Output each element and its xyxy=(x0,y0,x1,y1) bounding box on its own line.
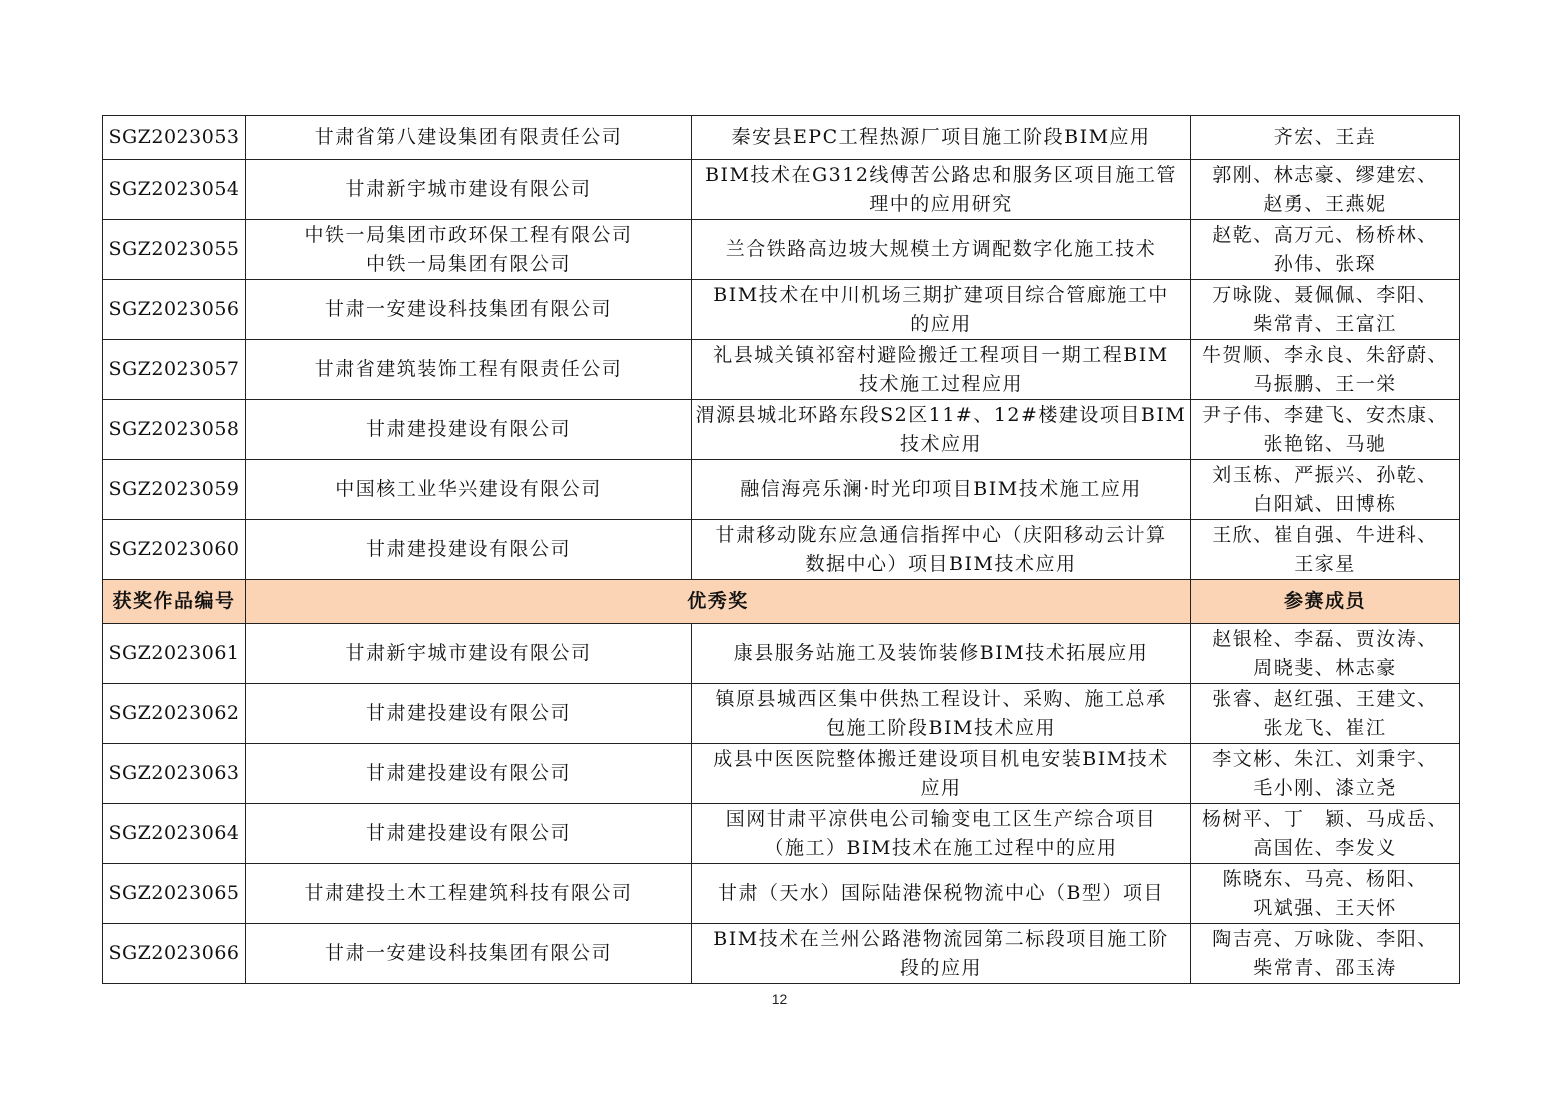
award-id-cell: SGZ2023063 xyxy=(103,744,246,804)
members-line: 白阳斌、田博栋 xyxy=(1253,492,1397,515)
members-cell xyxy=(1191,280,1460,340)
table-row xyxy=(103,864,1460,924)
award-id-cell: SGZ2023056 xyxy=(103,280,246,340)
company-cell xyxy=(246,520,692,580)
company-line: 甘肃建投建设有限公司 xyxy=(365,762,571,784)
table-row xyxy=(103,400,1460,460)
project-cell xyxy=(692,400,1191,460)
table-row xyxy=(103,280,1460,340)
project-cell xyxy=(692,924,1191,984)
project-line: 镇原县城西区集中供热工程设计、采购、施工总承 xyxy=(715,687,1167,710)
project-line: BIM技术在中川机场三期扩建项目综合管廊施工中 xyxy=(713,283,1169,306)
table-row xyxy=(103,804,1460,864)
members-line: 杨树平、丁 颖、马成岳、 xyxy=(1201,807,1448,830)
project-line: 融信海亮乐澜·时光印项目BIM技术施工应用 xyxy=(740,478,1142,500)
award-id-cell: SGZ2023054 xyxy=(103,160,246,220)
company-line: 甘肃建投建设有限公司 xyxy=(365,702,571,724)
project-cell xyxy=(692,340,1191,400)
company-cell xyxy=(246,280,692,340)
project-line: 理中的应用研究 xyxy=(869,192,1013,215)
project-cell xyxy=(692,280,1191,340)
table-row xyxy=(103,160,1460,220)
project-cell xyxy=(692,460,1191,520)
award-id-cell: SGZ2023065 xyxy=(103,864,246,924)
company-cell xyxy=(246,220,692,280)
project-line: 渭源县城北环路东段S2区11#、12#楼建设项目BIM xyxy=(695,403,1187,426)
company-cell xyxy=(246,864,692,924)
award-id-cell: SGZ2023053 xyxy=(103,116,246,160)
project-line: 礼县城关镇祁窑村避险搬迁工程项目一期工程BIM xyxy=(713,343,1169,366)
members-cell xyxy=(1191,460,1460,520)
table-row xyxy=(103,684,1460,744)
company-cell xyxy=(246,400,692,460)
members-line: 尹子伟、李建飞、安杰康、 xyxy=(1201,403,1448,426)
company-line: 中铁一局集团有限公司 xyxy=(365,252,571,275)
members-cell xyxy=(1191,400,1460,460)
project-line: 成县中医医院整体搬迁建设项目机电安装BIM技术 xyxy=(713,747,1169,770)
members-line: 马振鹏、王一栄 xyxy=(1253,372,1397,395)
members-line: 孙伟、张琛 xyxy=(1273,252,1377,275)
members-cell xyxy=(1191,116,1460,160)
members-line: 柴常青、邵玉涛 xyxy=(1253,956,1397,979)
company-line: 甘肃一安建设科技集团有限公司 xyxy=(324,298,612,320)
project-line: （施工）BIM技术在施工过程中的应用 xyxy=(764,836,1118,859)
project-cell xyxy=(692,744,1191,804)
company-cell xyxy=(246,160,692,220)
members-line: 高国佐、李发义 xyxy=(1253,836,1397,859)
members-line: 毛小刚、漆立尧 xyxy=(1253,776,1397,799)
company-line: 甘肃省建筑装饰工程有限责任公司 xyxy=(314,358,623,380)
members-line: 牛贺顺、李永良、朱舒蔚、 xyxy=(1201,343,1448,366)
company-cell xyxy=(246,684,692,744)
award-id-cell: SGZ2023055 xyxy=(103,220,246,280)
project-line: 段的应用 xyxy=(899,956,982,979)
members-line: 赵勇、王燕妮 xyxy=(1263,192,1387,215)
members-line: 柴常青、王富江 xyxy=(1253,312,1397,335)
members-line: 张睿、赵红强、王建文、 xyxy=(1212,687,1438,710)
company-line: 甘肃一安建设科技集团有限公司 xyxy=(324,942,612,964)
company-cell xyxy=(246,624,692,684)
section-header-row xyxy=(103,580,1460,624)
members-line: 赵银栓、李磊、贾汝涛、 xyxy=(1212,627,1438,650)
header-award-level: 优秀奖 xyxy=(246,580,1191,624)
project-line: 技术施工过程应用 xyxy=(858,372,1023,395)
members-cell xyxy=(1191,684,1460,744)
members-line: 陈晓东、马亮、杨阳、 xyxy=(1222,867,1428,890)
company-line: 甘肃新宇城市建设有限公司 xyxy=(345,178,592,200)
project-line: 国网甘肃平凉供电公司输变电工区生产综合项目 xyxy=(725,807,1157,830)
award-id-cell: SGZ2023060 xyxy=(103,520,246,580)
awards-table-bottom-section xyxy=(103,624,1460,984)
company-cell xyxy=(246,924,692,984)
members-line: 郭刚、林志豪、缪建宏、 xyxy=(1212,163,1438,186)
project-cell xyxy=(692,624,1191,684)
project-line: BIM技术在G312线傅苦公路忠和服务区项目施工管 xyxy=(705,163,1177,186)
company-cell xyxy=(246,340,692,400)
company-line: 中国核工业华兴建设有限公司 xyxy=(335,478,602,500)
members-line: 周晓斐、林志豪 xyxy=(1253,656,1397,679)
company-line: 甘肃建投土木工程建筑科技有限公司 xyxy=(304,882,633,904)
header-award-id: 获奖作品编号 xyxy=(103,580,246,624)
company-line: 中铁一局集团市政环保工程有限公司 xyxy=(304,223,633,246)
members-line: 王家星 xyxy=(1294,552,1356,575)
members-line: 万咏陇、聂佩佩、李阳、 xyxy=(1212,283,1438,306)
project-cell xyxy=(692,160,1191,220)
members-cell xyxy=(1191,804,1460,864)
members-line: 王欣、崔自强、牛进科、 xyxy=(1212,523,1438,546)
members-line: 张龙飞、崔江 xyxy=(1263,716,1387,739)
members-cell xyxy=(1191,624,1460,684)
project-cell xyxy=(692,864,1191,924)
project-cell xyxy=(692,116,1191,160)
table-row xyxy=(103,744,1460,804)
company-cell xyxy=(246,744,692,804)
table-row xyxy=(103,924,1460,984)
company-line: 甘肃省第八建设集团有限责任公司 xyxy=(314,126,623,148)
members-cell xyxy=(1191,520,1460,580)
project-line: 甘肃移动陇东应急通信指挥中心（庆阳移动云计算 xyxy=(715,523,1167,546)
members-line: 张艳铭、马驰 xyxy=(1263,432,1387,455)
project-cell xyxy=(692,684,1191,744)
company-cell xyxy=(246,116,692,160)
members-line: 陶吉亮、万咏陇、李阳、 xyxy=(1212,927,1438,950)
project-line: BIM技术在兰州公路港物流园第二标段项目施工阶 xyxy=(713,927,1169,950)
awards-table-header-section xyxy=(103,580,1460,624)
project-line: 的应用 xyxy=(910,312,972,335)
members-line: 巩斌强、王天怀 xyxy=(1253,896,1397,919)
members-cell xyxy=(1191,340,1460,400)
members-line: 刘玉栋、严振兴、孙乾、 xyxy=(1212,463,1438,486)
project-line: 兰合铁路高边坡大规模土方调配数字化施工技术 xyxy=(725,238,1157,260)
award-id-cell: SGZ2023062 xyxy=(103,684,246,744)
project-line: 包施工阶段BIM技术应用 xyxy=(826,716,1056,739)
project-line: 数据中心）项目BIM技术应用 xyxy=(805,552,1077,575)
awards-table-top-section xyxy=(103,116,1460,580)
page-number: 12 xyxy=(771,991,788,1007)
project-line: 康县服务站施工及装饰装修BIM技术拓展应用 xyxy=(733,642,1149,664)
company-line: 甘肃建投建设有限公司 xyxy=(365,822,571,844)
award-id-cell: SGZ2023059 xyxy=(103,460,246,520)
company-cell xyxy=(246,804,692,864)
members-cell xyxy=(1191,220,1460,280)
members-cell xyxy=(1191,744,1460,804)
award-id-cell: SGZ2023066 xyxy=(103,924,246,984)
company-cell xyxy=(246,460,692,520)
company-line: 甘肃新宇城市建设有限公司 xyxy=(345,642,592,664)
award-id-cell: SGZ2023057 xyxy=(103,340,246,400)
table-row xyxy=(103,340,1460,400)
company-line: 甘肃建投建设有限公司 xyxy=(365,418,571,440)
awards-table xyxy=(102,115,1460,984)
table-row xyxy=(103,116,1460,160)
project-cell xyxy=(692,804,1191,864)
company-line: 甘肃建投建设有限公司 xyxy=(365,538,571,560)
members-line: 齐宏、王垚 xyxy=(1273,126,1377,148)
members-cell xyxy=(1191,864,1460,924)
project-line: 应用 xyxy=(920,776,962,799)
header-members: 参赛成员 xyxy=(1191,580,1460,624)
project-line: 甘肃（天水）国际陆港保税物流中心（B型）项目 xyxy=(718,882,1164,904)
award-id-cell: SGZ2023064 xyxy=(103,804,246,864)
project-line: 秦安县EPC工程热源厂项目施工阶段BIM应用 xyxy=(731,126,1151,148)
members-cell xyxy=(1191,160,1460,220)
award-id-cell: SGZ2023058 xyxy=(103,400,246,460)
members-line: 赵乾、高万元、杨桥林、 xyxy=(1212,223,1438,246)
project-cell xyxy=(692,220,1191,280)
award-id-cell: SGZ2023061 xyxy=(103,624,246,684)
members-line: 李文彬、朱江、刘秉宇、 xyxy=(1212,747,1438,770)
table-row xyxy=(103,220,1460,280)
table-row xyxy=(103,460,1460,520)
project-cell xyxy=(692,520,1191,580)
table-row xyxy=(103,520,1460,580)
members-cell xyxy=(1191,924,1460,984)
project-line: 技术应用 xyxy=(899,432,982,455)
table-row xyxy=(103,624,1460,684)
